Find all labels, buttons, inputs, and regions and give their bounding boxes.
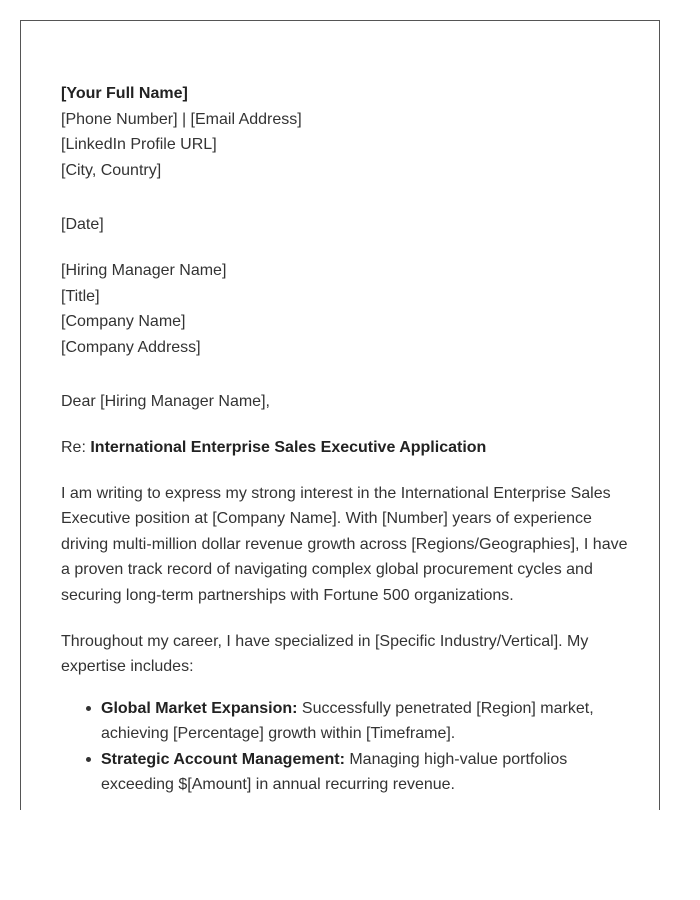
list-item-label: Global Market Expansion: (101, 699, 298, 717)
bullet-dot-icon (86, 757, 91, 762)
expertise-list (61, 696, 631, 798)
sender-location: [City, Country] (61, 161, 162, 179)
letter-date: [Date] (61, 216, 104, 234)
recipient-name: [Hiring Manager Name] (61, 261, 227, 279)
bullet-dot-icon (86, 706, 91, 711)
body-paragraph-1: I am writing to express my strong interest in the International Enterprise Sales Executive position at [Company Name]. With [Number] years of experience driving multi-million dollar revenue growth across [Regions/Geographies], I have a proven track record of navigating complex global procurement cycles and securing long-term partnerships with Fortune 500 organizations. (61, 484, 628, 604)
recipient-address: [Company Address] (61, 338, 201, 356)
salutation: Dear [Hiring Manager Name], (61, 393, 270, 411)
letter-page (20, 20, 660, 810)
list-item-text: Successfully penetrated [Region] market, achieving [Percentage] growth within [Timeframe]. (101, 699, 594, 743)
sender-contact-line: [Phone Number] | [Email Address] (61, 110, 302, 128)
subject-line (61, 435, 631, 461)
body-paragraph-2: Throughout my career, I have specialized in [Specific Industry/Vertical]. My expertise includes: (61, 632, 589, 676)
list-item-label: Strategic Account Management: (101, 750, 345, 768)
sender-name: [Your Full Name] (61, 85, 188, 102)
recipient-block (61, 258, 631, 360)
recipient-company: [Company Name] (61, 313, 186, 331)
list-item-text: Managing high-value portfolios exceeding $[Amount] in annual recurring revenue. (101, 750, 568, 794)
list-item (101, 747, 631, 798)
subject-text: International Enterprise Sales Executive Application (90, 438, 487, 456)
recipient-title: [Title] (61, 287, 100, 305)
sender-linkedin: [LinkedIn Profile URL] (61, 136, 217, 154)
letter-content (61, 81, 631, 798)
subject-prefix: Re: (61, 438, 91, 456)
list-item (101, 696, 631, 747)
